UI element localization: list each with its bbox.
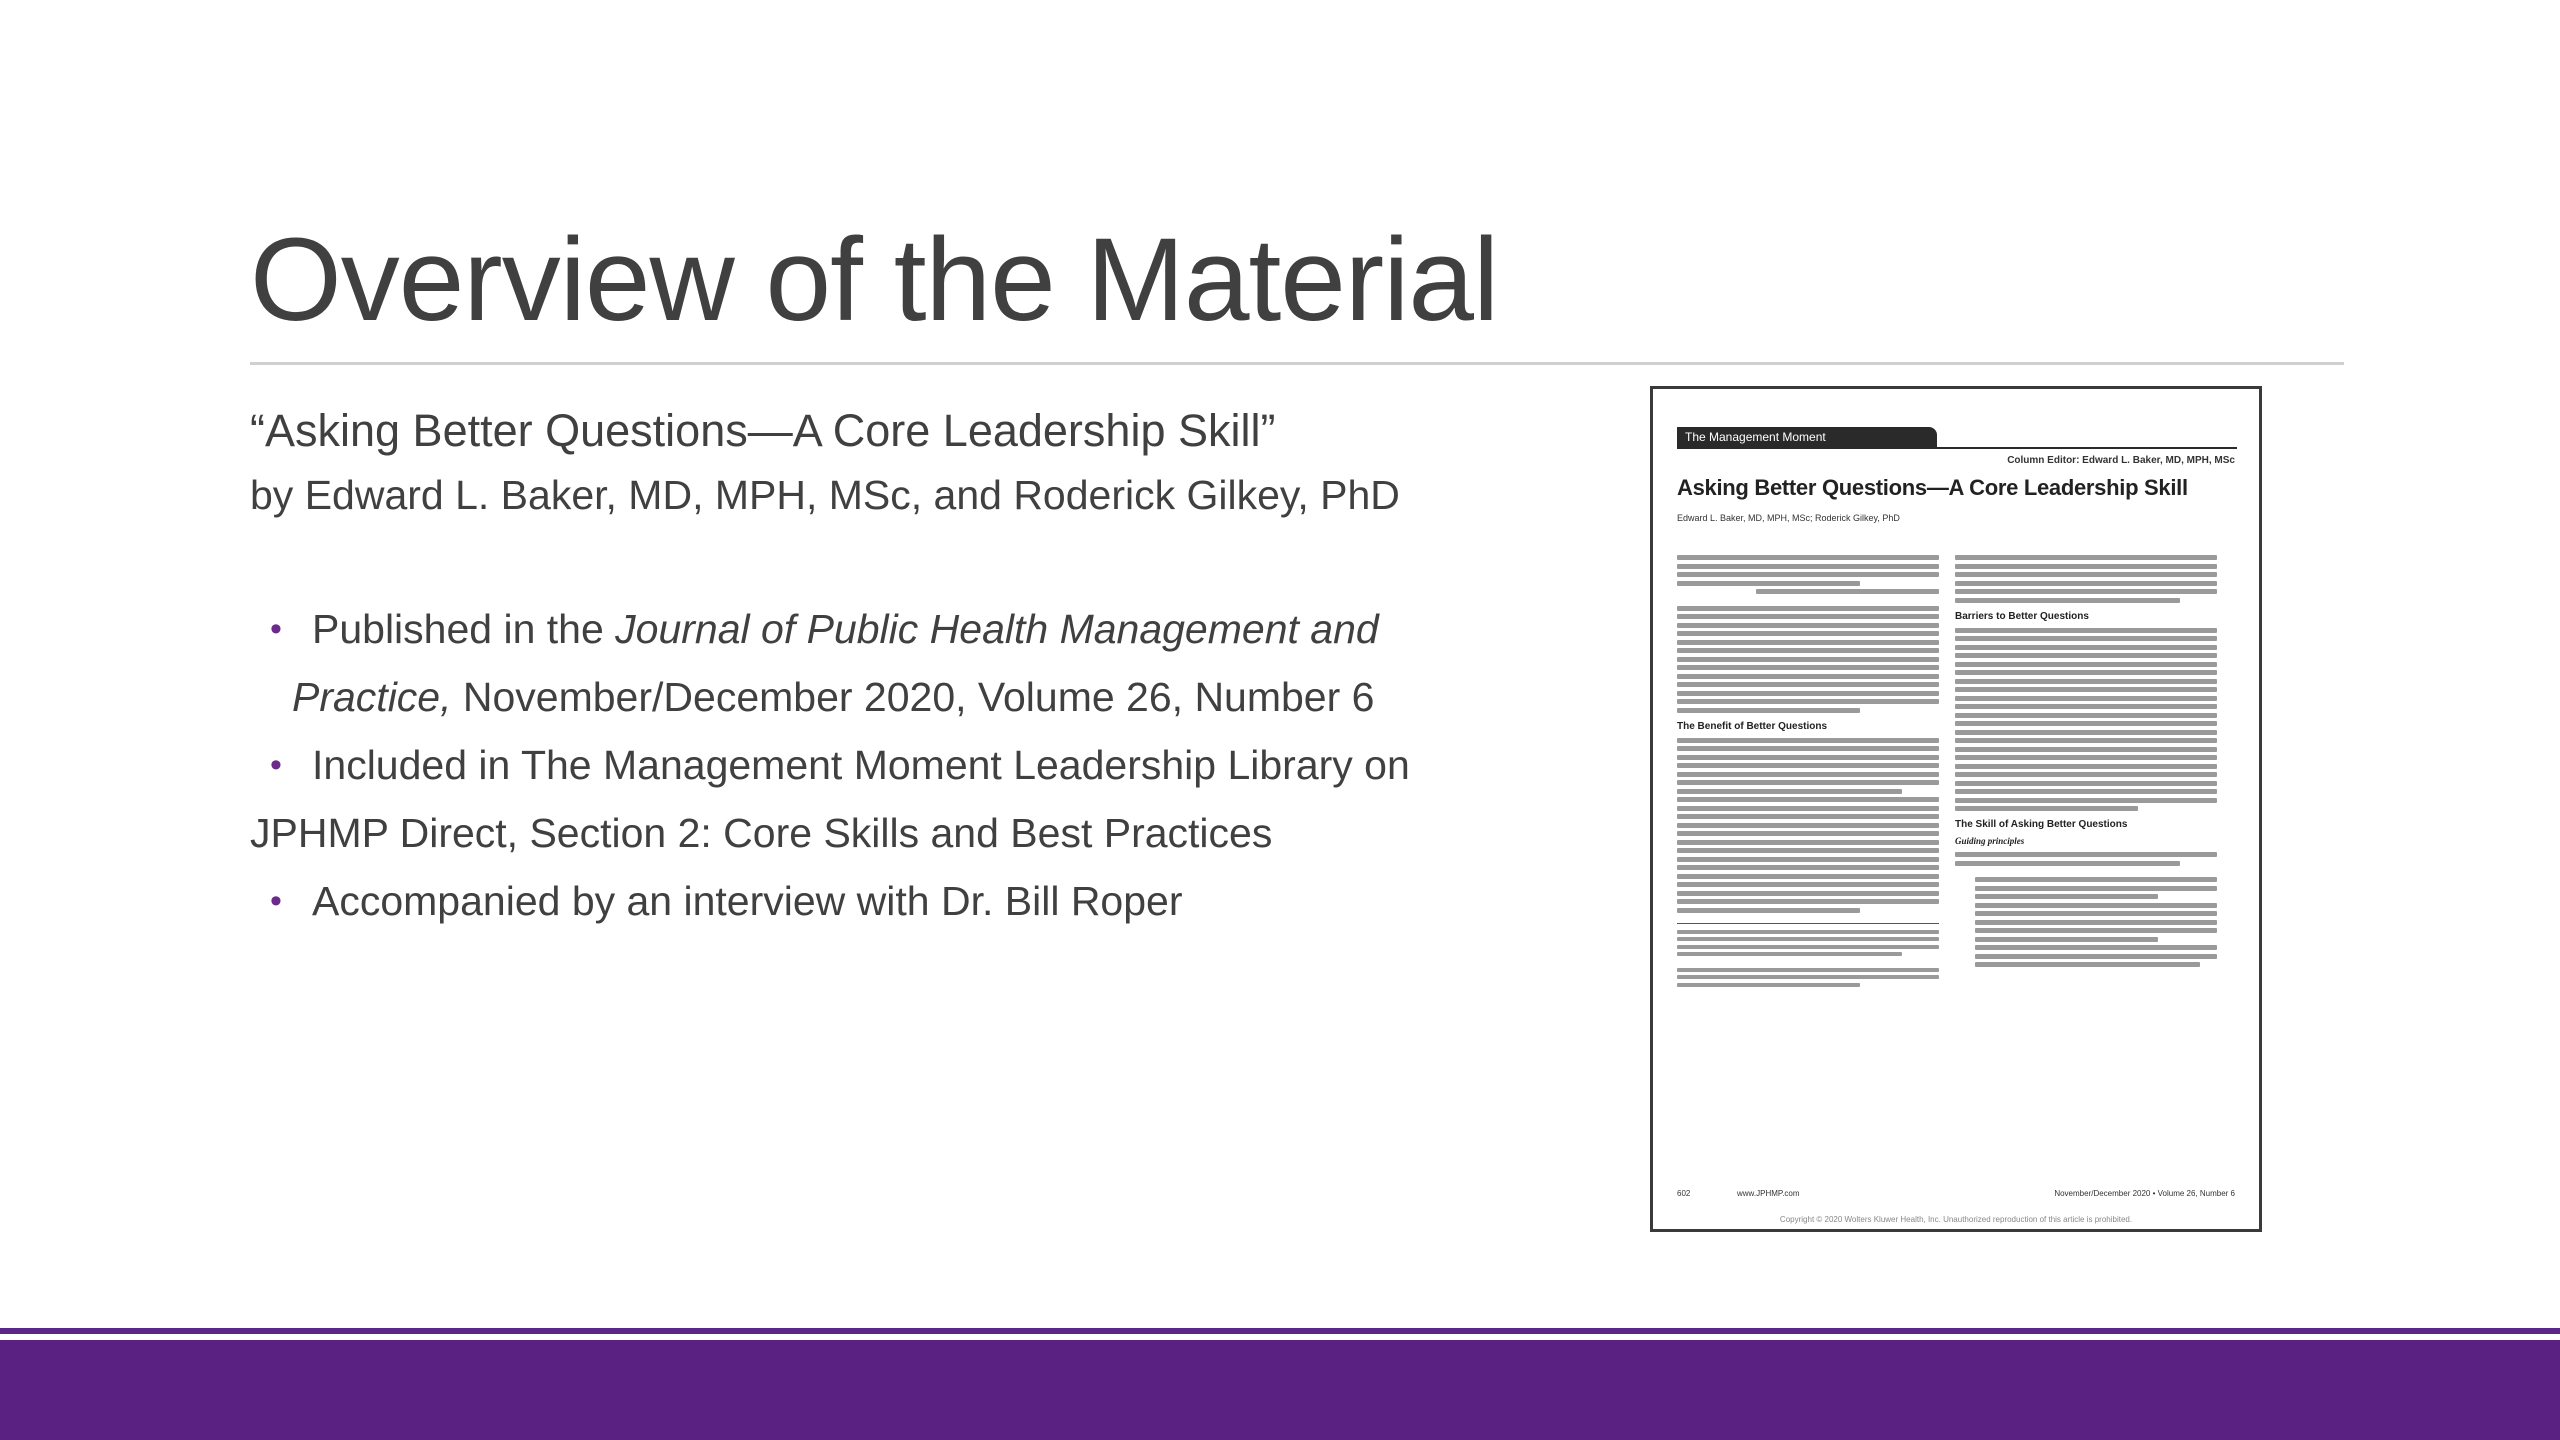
bullet-dot: •: [270, 610, 282, 648]
copyright-notice: Copyright © 2020 Wolters Kluwer Health, Inc. Unauthorized reproduction of this article is prohibited.: [1779, 1215, 2133, 1224]
text-line: [1677, 738, 1939, 743]
text-line: [1677, 682, 1939, 687]
bullet-3-line-1: [270, 867, 1570, 935]
article-byline: by Edward L. Baker, MD, MPH, MSc, and Roderick Gilkey, PhD: [250, 472, 1400, 518]
bullet-list: [250, 595, 1570, 935]
section-tab: The Management Moment: [1677, 427, 1937, 447]
journal-site: www.JPHMP.com: [1737, 1189, 1800, 1198]
text-line: [1677, 780, 1939, 785]
bullet-3-text: Accompanied by an interview with Dr. Bill Roper: [312, 878, 1183, 924]
text-line: [1677, 746, 1939, 751]
text-line: [1677, 882, 1939, 887]
column-editor: Column Editor: Edward L. Baker, MD, MPH, MSc: [2007, 455, 2235, 466]
bullet-2-text-1: Included in The Management Moment Leadership Library on: [312, 742, 1410, 788]
text-line: [1677, 755, 1939, 760]
text-line: [1955, 755, 2217, 760]
text-line: [1677, 581, 1860, 586]
text-line: [1677, 657, 1939, 662]
text-line: [1677, 952, 1902, 956]
heading-benefit: The Benefit of Better Questions: [1677, 720, 1828, 732]
bullet-1-line-1: [270, 595, 1570, 663]
text-line: [1975, 894, 2158, 899]
text-line: [1677, 564, 1939, 569]
text-line: [1955, 861, 2180, 866]
text-line: [1955, 806, 2138, 811]
heading-guiding: Guiding principles: [1955, 836, 2025, 846]
heading-barriers: Barriers to Better Questions: [1955, 610, 2089, 622]
text-line: [1677, 572, 1939, 577]
text-line: [1955, 704, 2217, 709]
text-line: [1677, 648, 1939, 653]
text-line: [1677, 699, 1939, 704]
bullet-2-line-2: [250, 799, 1570, 867]
text-line: [1677, 606, 1939, 611]
text-line: [1975, 920, 2217, 925]
text-line: [1955, 581, 2217, 586]
text-line: [1677, 691, 1939, 696]
text-line: [1975, 962, 2200, 967]
text-line: [1677, 640, 1939, 645]
spacer: [1955, 869, 2217, 877]
text-line: [1756, 589, 1939, 594]
text-line: [1975, 911, 2217, 916]
thumbnail-column-left: [1677, 555, 1939, 990]
footer-band: [0, 1340, 2560, 1440]
text-line: [1955, 713, 2217, 718]
heading-skill: The Skill of Asking Better Questions: [1955, 819, 2128, 830]
text-line: [1677, 930, 1939, 934]
bullet-dot: •: [270, 882, 282, 920]
bullet-1-prefix: Published in the: [312, 606, 616, 652]
text-line: [1955, 730, 2217, 735]
footer-band-line: [0, 1328, 2560, 1334]
text-line: [1955, 628, 2217, 633]
article-title: “Asking Better Questions—A Core Leadership Skill”: [250, 405, 1276, 456]
text-line: [1955, 662, 2217, 667]
text-line: [1677, 937, 1939, 941]
bullet-1-line-2: [270, 663, 1570, 731]
text-line: [1955, 789, 2217, 794]
text-line: [1955, 636, 2217, 641]
slide-title: Overview of the Material: [250, 214, 1499, 346]
text-line: [1955, 772, 2217, 777]
text-line: [1955, 721, 2217, 726]
text-line: [1955, 798, 2217, 803]
text-line: [1677, 814, 1939, 819]
text-line: [1955, 564, 2217, 569]
text-line: [1677, 975, 1939, 979]
text-line: [1677, 789, 1902, 794]
text-line: [1677, 623, 1939, 628]
text-line: [1677, 665, 1939, 670]
text-line: [1677, 797, 1939, 802]
text-line: [1677, 708, 1860, 713]
text-line: [1677, 840, 1939, 845]
spacer: [1677, 598, 1939, 606]
text-line: [1677, 908, 1860, 913]
text-line: [1955, 781, 2217, 786]
text-line: [1955, 738, 2217, 743]
text-line: [1677, 831, 1939, 836]
thumbnail-column-right: [1955, 555, 2217, 971]
text-line: [1975, 886, 2217, 891]
text-line: [1955, 670, 2217, 675]
text-line: [1955, 687, 2217, 692]
text-line: [1677, 555, 1939, 560]
text-line: [1677, 983, 1860, 987]
text-line: [1677, 674, 1939, 679]
text-line: [1975, 903, 2217, 908]
text-line: [1955, 589, 2217, 594]
text-line: [1955, 764, 2217, 769]
text-line: [1677, 899, 1939, 904]
bullet-2-text-2: JPHMP Direct, Section 2: Core Skills and Best Practices: [250, 810, 1273, 856]
spacer: [1677, 960, 1939, 968]
thumbnail-authors: Edward L. Baker, MD, MPH, MSc; Roderick Gilkey, PhD: [1677, 513, 1900, 523]
journal-name-part-1: Journal of Public Health Management and: [615, 606, 1379, 652]
thumbnail-footer: [1677, 1189, 2235, 1198]
section-rule: [1677, 447, 2237, 449]
bullet-1-issue: November/December 2020, Volume 26, Number 6: [451, 674, 1375, 720]
text-line: [1677, 823, 1939, 828]
bullet-2-line-1: [270, 731, 1570, 799]
text-line: [1677, 772, 1939, 777]
text-line: [1677, 631, 1939, 636]
text-line: [1955, 679, 2217, 684]
text-line: [1955, 852, 2217, 857]
text-line: [1955, 645, 2217, 650]
text-line: [1955, 598, 2180, 603]
text-line: [1677, 848, 1939, 853]
text-line: [1677, 874, 1939, 879]
page-number: 602: [1677, 1189, 1691, 1198]
text-line: [1975, 937, 2158, 942]
text-line: [1677, 865, 1939, 870]
text-line: [1677, 857, 1939, 862]
text-line: [1677, 806, 1939, 811]
text-line: [1975, 954, 2217, 959]
journal-name-part-2: Practice,: [292, 674, 452, 720]
issue-info: November/December 2020 • Volume 26, Number 6: [2054, 1189, 2235, 1198]
text-line: [1677, 614, 1939, 619]
text-line: [1677, 763, 1939, 768]
text-line: [1677, 945, 1939, 949]
bullet-dot: •: [270, 746, 282, 784]
text-line: [1975, 928, 2217, 933]
text-line: [1955, 653, 2217, 658]
text-line: [1975, 877, 2217, 882]
text-line: [1975, 945, 2217, 950]
text-line: [1955, 696, 2217, 701]
article-thumbnail: [1650, 386, 2262, 1232]
thumbnail-title: Asking Better Questions—A Core Leadership Skill: [1677, 475, 2188, 500]
title-divider: [250, 362, 2344, 365]
text-line: [1955, 747, 2217, 752]
text-line: [1955, 572, 2217, 577]
text-line: [1677, 968, 1939, 972]
text-line: [1677, 891, 1939, 896]
text-line: [1955, 555, 2217, 560]
footnote-rule: [1677, 923, 1939, 924]
